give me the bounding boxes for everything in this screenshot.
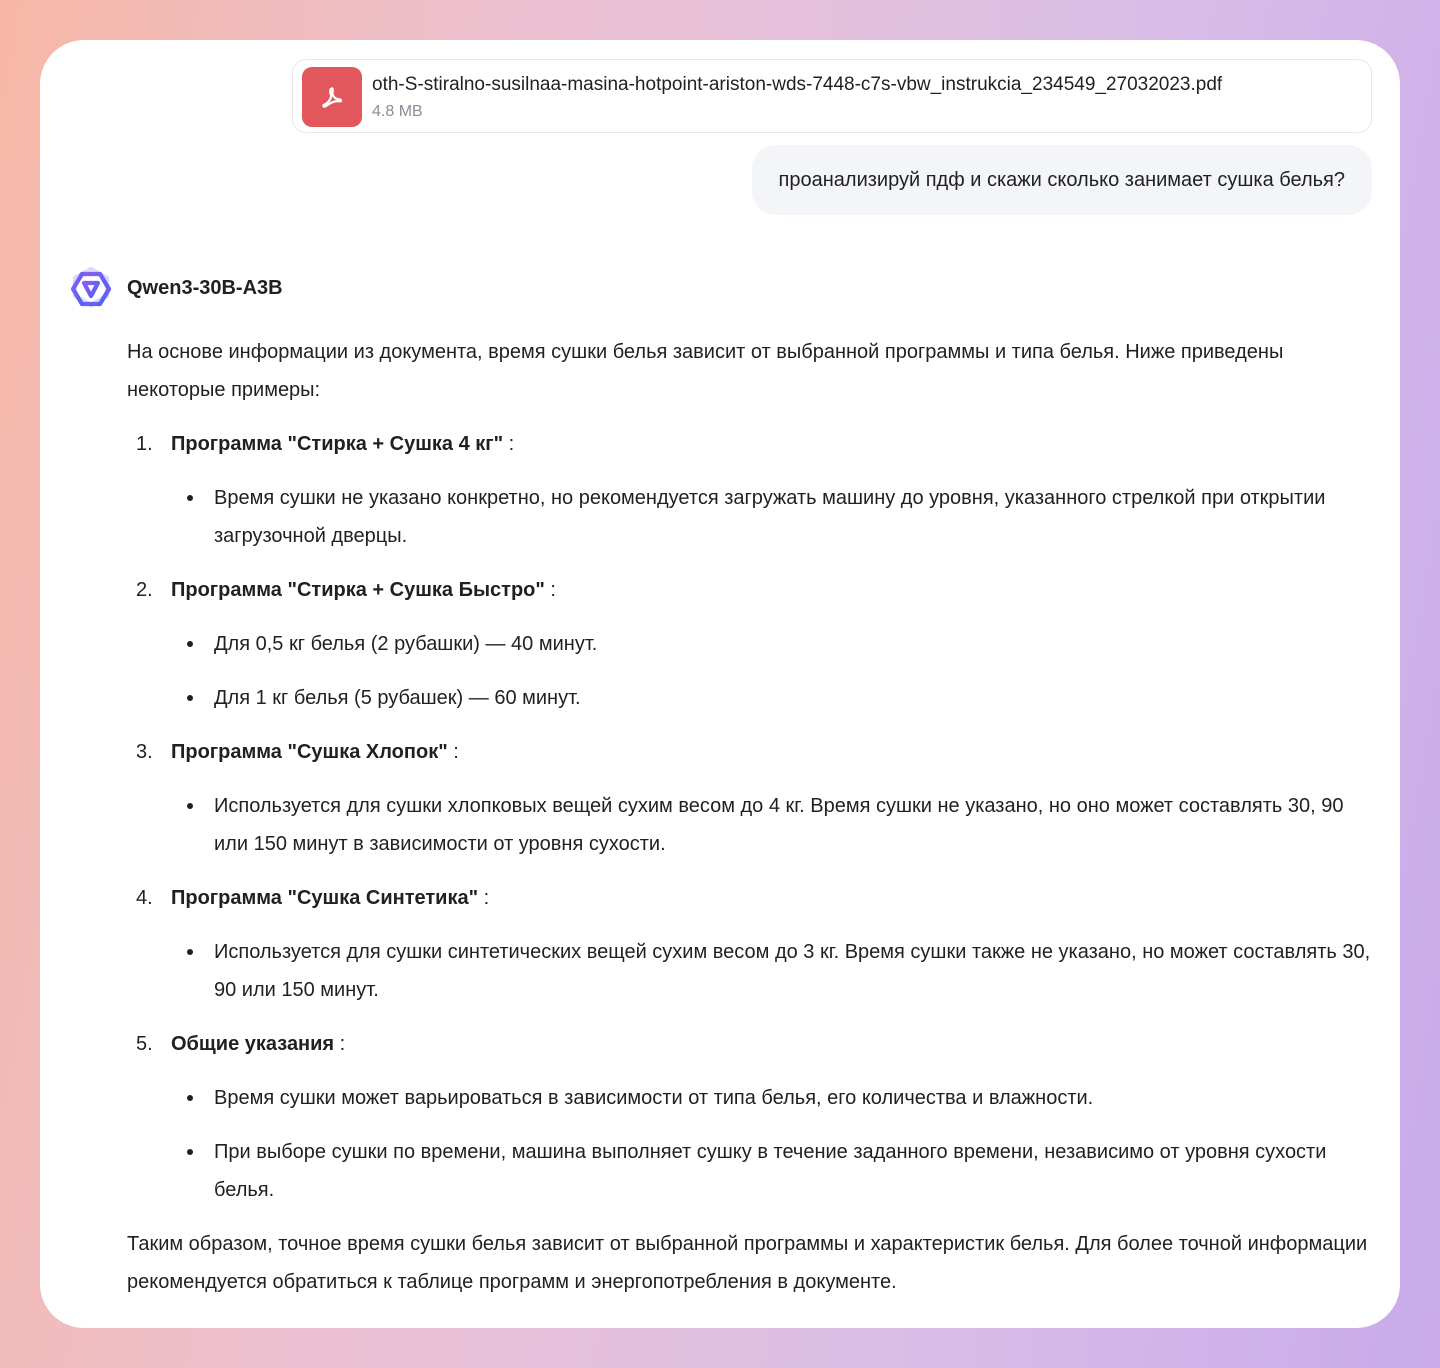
file-size: 4.8 MB bbox=[372, 103, 423, 120]
list-item-title: Программа "Стирка + Сушка 4 кг" bbox=[171, 433, 504, 455]
bullet-item: Используется для сушки хлопковых вещей сухим весом до 4 кг. Время сушки не указано, но оно может составлять 30, 90 или 150 минут в зависимости от уровня сухости. bbox=[127, 787, 1377, 863]
list-item-number: 5. bbox=[136, 1033, 153, 1055]
model-name: Qwen3-30B-A3B bbox=[127, 277, 283, 299]
list-item-title: Программа "Сушка Синтетика" bbox=[171, 887, 479, 909]
list-item-number: 2. bbox=[136, 579, 153, 601]
list-item-number: 3. bbox=[136, 741, 153, 763]
bullet-item: Время сушки может варьироваться в зависимости от типа белья, его количества и влажности. bbox=[127, 1079, 1377, 1117]
list-item-title: Общие указания bbox=[171, 1033, 335, 1055]
attached-file[interactable] bbox=[292, 59, 1372, 133]
list-item bbox=[127, 733, 1377, 863]
answer-intro: На основе информации из документа, время сушки белья зависит от выбранной программы и типа белья. Ниже приведены некоторые примеры: bbox=[127, 341, 1284, 401]
list-item-number: 4. bbox=[136, 887, 153, 909]
list-item bbox=[127, 1025, 1377, 1209]
list-item-suffix: : bbox=[478, 887, 490, 909]
list-item bbox=[127, 879, 1377, 1009]
list-item-title: Программа "Стирка + Сушка Быстро" bbox=[171, 579, 545, 601]
list-item-suffix: : bbox=[503, 433, 515, 455]
list-item bbox=[127, 425, 1377, 555]
assistant-answer bbox=[127, 333, 1377, 1301]
list-item-suffix: : bbox=[334, 1033, 346, 1055]
list-item-suffix: : bbox=[447, 741, 459, 763]
bullet-item: Для 1 кг белья (5 рубашек) — 60 минут. bbox=[127, 679, 1377, 717]
list-item-suffix: : bbox=[544, 579, 556, 601]
list-item-title: Программа "Сушка Хлопок" bbox=[171, 741, 448, 763]
bullet-item: Используется для сушки синтетических вещей сухим весом до 3 кг. Время сушки также не указано, но может составлять 30, 90 или 150 минут. bbox=[127, 933, 1377, 1009]
bullet-item: Время сушки не указано конкретно, но рекомендуется загружать машину до уровня, указанного стрелкой при открытии загрузочной дверцы. bbox=[127, 479, 1377, 555]
user-message-text: проанализируй пдф и скажи сколько занимает сушка белья? bbox=[778, 168, 1345, 191]
bullet-item: Для 0,5 кг белья (2 рубашки) — 40 минут. bbox=[127, 625, 1377, 663]
pdf-icon bbox=[302, 67, 362, 127]
answer-outro: Таким образом, точное время сушки белья зависит от выбранной программы и характеристик белья. Для более точной информации рекомендуется обратиться к таблице программ и энергопотребления в документе. bbox=[127, 1233, 1368, 1293]
chat-card bbox=[40, 40, 1400, 1328]
file-name: oth-S-stiralno-susilnaa-masina-hotpoint-ariston-wds-7448-c7s-vbw_instrukcia_234549_27032023.pdf bbox=[372, 74, 1223, 95]
qwen-logo-icon bbox=[68, 265, 114, 311]
list-item bbox=[127, 571, 1377, 717]
list-item-number: 1. bbox=[136, 433, 153, 455]
user-message-bubble bbox=[752, 145, 1372, 215]
bullet-item: При выборе сушки по времени, машина выполняет сушку в течение заданного времени, независимо от уровня сухости белья. bbox=[127, 1133, 1377, 1209]
